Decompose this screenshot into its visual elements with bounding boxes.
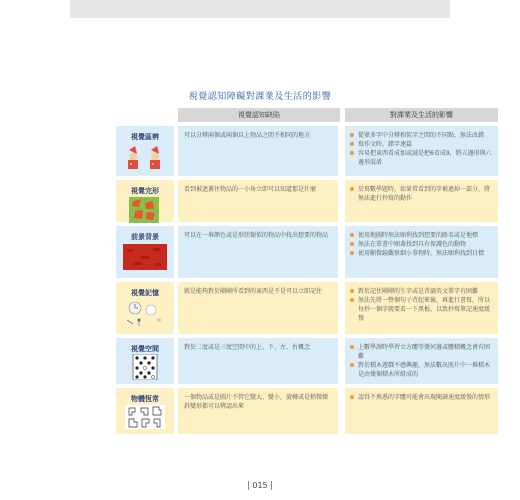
bullet-icon bbox=[350, 187, 354, 191]
row-description: 可以分辨兩個或兩個以上物品之間不相同的地方 bbox=[178, 126, 338, 176]
clown-figures-picture bbox=[123, 146, 167, 172]
impact-item: 從眾多字中分辨相似字之間的不同點，無法改錯 bbox=[350, 131, 493, 140]
row-impacts bbox=[345, 338, 498, 384]
bullet-icon bbox=[350, 133, 354, 137]
impact-item: 對於記住剛剛的生字或是背誦英文單字有困難 bbox=[350, 287, 493, 296]
bullet-icon bbox=[350, 289, 354, 293]
row-impacts bbox=[345, 180, 498, 222]
bullet-icon bbox=[350, 363, 354, 367]
bullet-icon bbox=[350, 251, 354, 255]
row-visual-discrimination bbox=[70, 126, 492, 176]
row-label: 視覺空間 bbox=[131, 345, 159, 353]
dot-grid-picture bbox=[123, 354, 167, 380]
objects-picture bbox=[123, 300, 167, 326]
row-label: 視覺記憶 bbox=[131, 289, 159, 297]
impact-item: 使用顯微鏡觀察細小事物時，無法順利找到目標 bbox=[350, 249, 493, 258]
header-impact: 對課業及生活的影響 bbox=[345, 108, 498, 122]
row-visual-memory bbox=[70, 282, 491, 334]
puzzle-picture bbox=[123, 197, 167, 223]
impact-item: 於寫數學題時，如果常看到的字被遮掉一部分，將無法進行抄寫的動作 bbox=[350, 185, 493, 203]
bullet-icon bbox=[350, 395, 354, 399]
row-label: 物體恆常 bbox=[131, 395, 159, 403]
row-label: 前景背景 bbox=[131, 233, 159, 241]
row-description: 一個物品或是圖片不管它變大、變小，旋轉或是稍微傾斜變形都可以辨認出來 bbox=[178, 388, 338, 434]
header-deficit: 視覺認知缺陷 bbox=[178, 108, 340, 122]
bullet-icon bbox=[350, 142, 354, 146]
row-description: 可以在一堆顏色或是形狀類似的物品中找出想要的物品 bbox=[178, 226, 338, 278]
row-label: 視覺完形 bbox=[131, 187, 159, 195]
bullet-icon bbox=[350, 151, 354, 155]
row-visual-closure bbox=[70, 180, 491, 222]
top-band bbox=[70, 0, 450, 18]
impact-item: 對於積木遊戲不感興趣，無法數出照片中一堆積木是由幾個積木所組成的 bbox=[350, 361, 493, 379]
impact-item: 無法在單書中順著找到具有保護色的動物 bbox=[350, 240, 493, 249]
row-impacts bbox=[345, 282, 498, 334]
row-impacts bbox=[345, 126, 498, 176]
row-impacts bbox=[345, 226, 498, 278]
row-figure-ground bbox=[70, 226, 485, 278]
shape-outlines-picture bbox=[123, 404, 167, 430]
row-visual-spatial bbox=[70, 338, 491, 384]
impact-item: 容易把東西看成加或減是把6看成9，將五邊形與六邊形混淆 bbox=[350, 149, 493, 167]
impact-item: 寫作文時，錯字連篇 bbox=[350, 140, 493, 149]
red-texture-picture bbox=[123, 244, 167, 270]
bullet-icon bbox=[350, 233, 354, 237]
row-label: 視覺區辨 bbox=[131, 133, 159, 141]
document-page bbox=[70, 0, 492, 500]
page-title: 視覺認知障礙對課業及生活的影響 bbox=[188, 92, 332, 102]
row-impacts bbox=[345, 388, 498, 434]
bullet-icon bbox=[350, 298, 354, 302]
impact-item: 使用地圖時無法順利找到想要的路名或是地標 bbox=[350, 231, 493, 240]
bullet-icon bbox=[350, 345, 354, 349]
row-description: 就是能夠對於剛剛所看到的東西是不是可以立即記住 bbox=[178, 282, 338, 334]
bullet-icon bbox=[350, 242, 354, 246]
row-description: 對於二度或是三度空間中的上、下、左、右概念 bbox=[178, 338, 338, 384]
impact-item: 認得不熟悉的字體可能會出現閱讀速度緩慢的情形 bbox=[350, 393, 493, 402]
impact-item: 無法先將一整個句子背起來後，再進行書寫，所以每抄一個字就要看一下黑板，以致抄寫筆記速度緩慢 bbox=[350, 296, 493, 323]
row-description: 看到被遮蓋住物品的一小角立即可以知道那是什麼 bbox=[178, 180, 338, 222]
impact-item: 上數學課時學習立方體等幾何邊或體積概念會有困難 bbox=[350, 343, 493, 361]
row-form-constancy bbox=[70, 388, 491, 434]
page-number: 015 bbox=[70, 481, 450, 490]
